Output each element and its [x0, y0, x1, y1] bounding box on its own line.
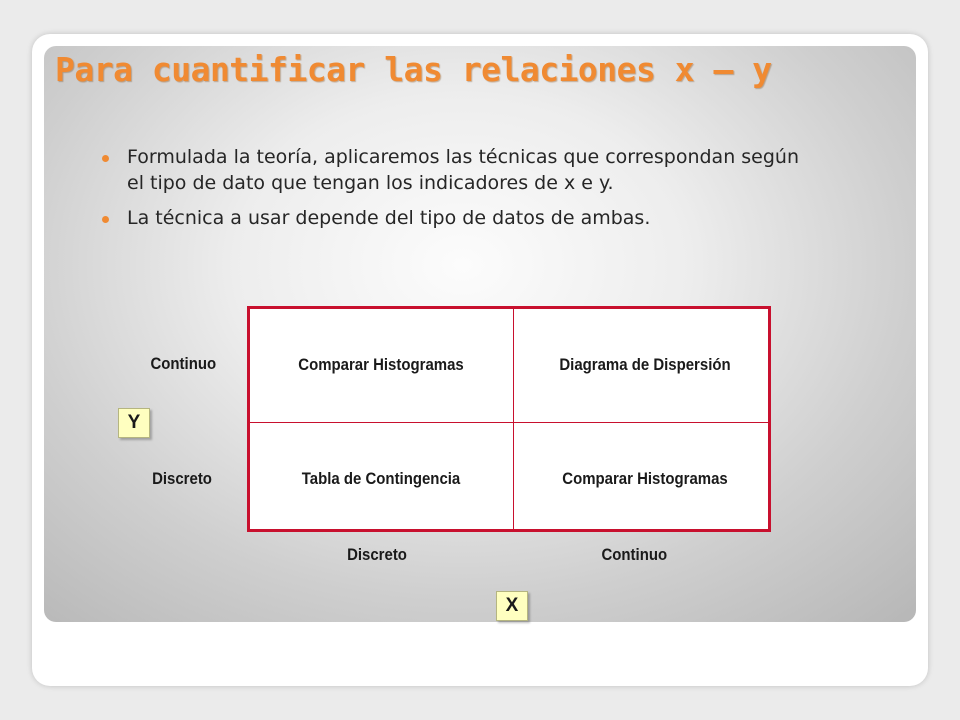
- matrix-cell-discreto-continuo: Comparar Histogramas: [562, 469, 728, 488]
- slide-title: Para cuantificar las relaciones x – y: [55, 50, 772, 89]
- bullet-item: [96, 144, 816, 196]
- column-label-discreto: Discreto: [347, 545, 407, 564]
- y-axis-label: Y: [118, 408, 150, 438]
- bullet-item: [96, 205, 816, 231]
- technique-matrix: [247, 306, 771, 532]
- x-axis-label: X: [496, 591, 528, 621]
- grid-divider-vertical: [513, 309, 514, 529]
- column-label-continuo: Continuo: [601, 545, 668, 564]
- matrix-cell-discreto-discreto: Tabla de Contingencia: [301, 469, 461, 488]
- bullet-dot-icon: [102, 216, 109, 223]
- row-label-discreto: Discreto: [152, 469, 212, 488]
- bullet-text: La técnica a usar depende del tipo de datos de ambas.: [127, 207, 651, 229]
- matrix-cell-continuo-continuo: Diagrama de Dispersión: [559, 355, 731, 374]
- row-label-continuo: Continuo: [150, 354, 217, 373]
- matrix-cell-continuo-discreto: Comparar Histogramas: [298, 355, 464, 374]
- bullet-list: [96, 144, 816, 240]
- bullet-text: Formulada la teoría, aplicaremos las técnicas que correspondan según el tipo de dato que tengan los indicadores de x e y.: [127, 146, 800, 194]
- bullet-dot-icon: [102, 155, 109, 162]
